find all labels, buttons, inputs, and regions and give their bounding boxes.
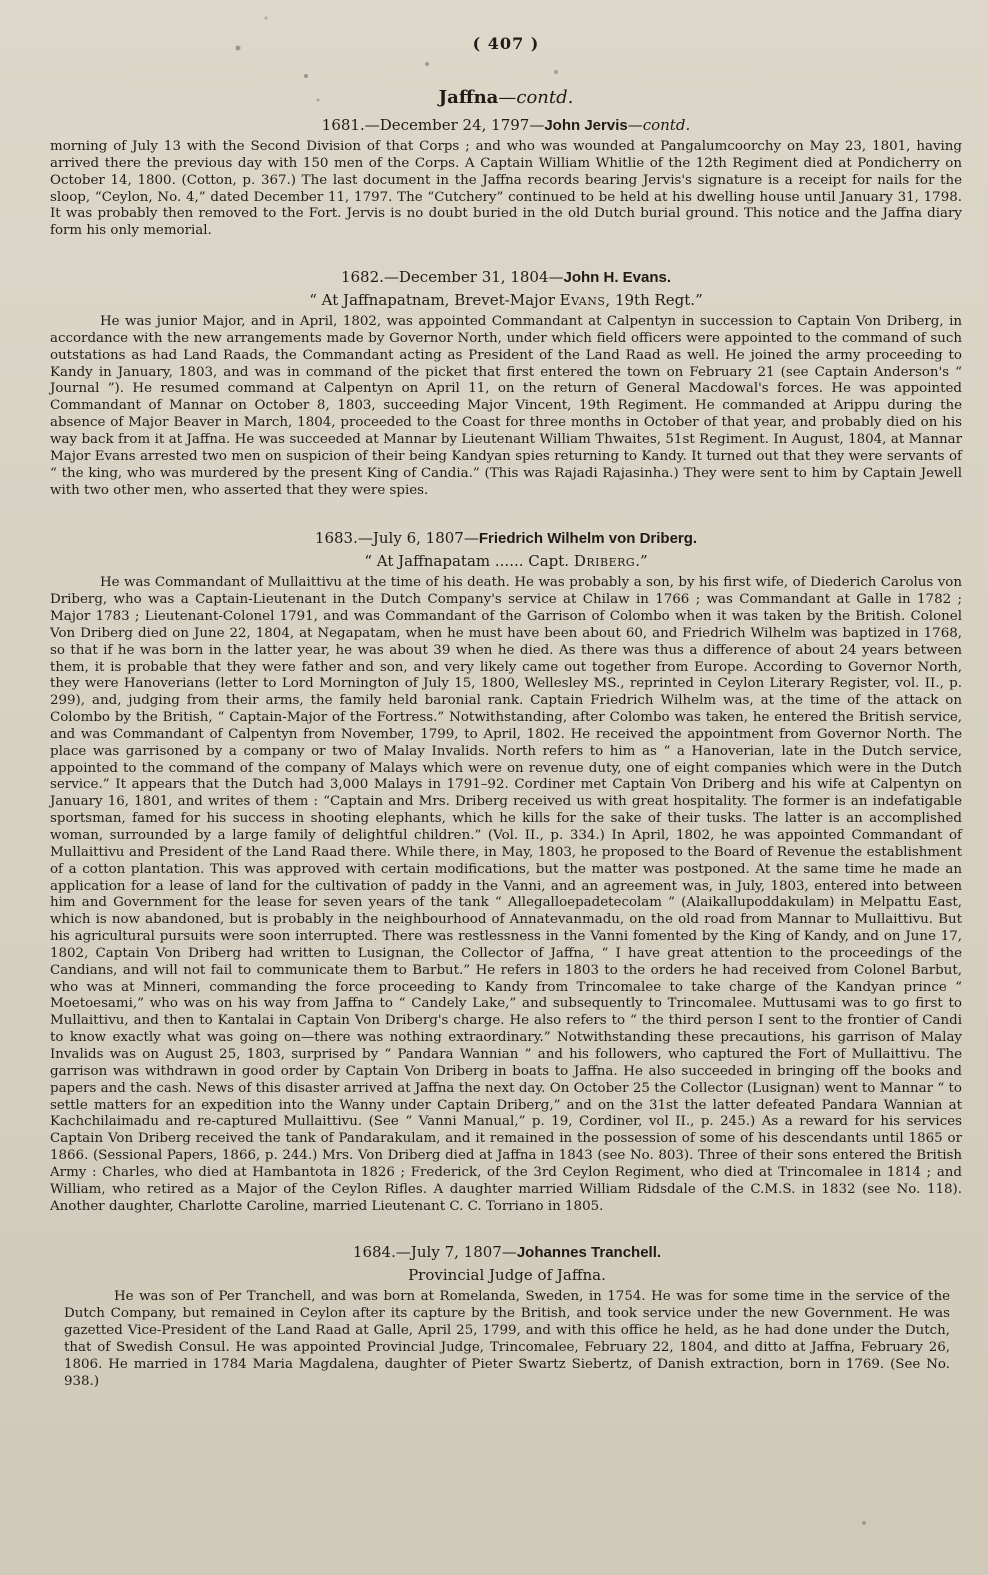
entry-paragraph: He was son of Per Tranchell, and was born at Romelanda, Sweden, in 1754. He was for some time in the service of the Dutch Company, but remained in Ceylon after its capture by the British, and took service under the new Government. He was gazetted Vice-President of the Land Raad at Galle, April 25, 1799, and with this office he held, as he had done under the Dutch, that of Swedish Consul. He was appointed Provincial Judge, Trincomalee, February 22, 1804, and ditto at Jaffna, February 26, 1806. He married in 1784 Maria Magdalena, daughter of Pieter Swartz Siebertz, of Danish extraction, born in 1769. (See No. 938.) — [64, 1289, 950, 1389]
entry-date: 1682.—December 31, 1804— — [340, 268, 564, 287]
subheading-prefix: “ At Jaffnapatnam, Brevet-Major — [309, 291, 560, 310]
subheading-suffix: , 19th Regt.” — [605, 291, 703, 310]
subheading-suffix: .” — [635, 552, 648, 571]
page-number: ( 407 ) — [472, 34, 540, 53]
subheading-name: Driberg — [573, 552, 636, 571]
entry-date: 1681.—December 24, 1797— — [321, 116, 545, 134]
entry-paragraph: He was junior Major, and in April, 1802, was appointed Commandant at Calpentyn in succession to Captain Von Driberg, in accordance with the new arrangements made by Governor North, under which field officers were appointed to the command of such outstations as had Land Raads, the Commandant acting as President of the Land Raad as well. He joined the army proceeding to Kandy in January, 1803, and was in command of the picket that first entered the town on February 21 (see Captain Anderson's “ Journal ”). He resumed command at Calpentyn on April 11, on the return of General Macdowal's forces. He was appointed Commandant of Mannar on October 8, 1803, succeeding Major Vincent, 19th Regiment. He commanded at Arippu during the absence of Major Beaver in March, 1804, proceeded to the Coast for three months in October of that year, and probably died on his way back from it at Jaffna. He was succeeded at Mannar by Lieutenant William Thwaites, 51st Regiment. In August, 1804, at Mannar Major Evans arrested two men on suspicion of their being Kandyan spies returning to Kandy. It turned out that they were servants of “ the king, who was murdered by the present King of Candia.” (This was Rajadi Rajasinha.) They were sent to him by Captain Jewell with two other men, who asserted that they were spies. — [50, 314, 962, 498]
subheading-prefix: “ At Jaffnapatam ...... Capt. — [364, 552, 574, 571]
entry-name: John H. Evans. — [563, 269, 672, 287]
entry-1682 — [50, 268, 962, 499]
entry-heading — [64, 1243, 950, 1261]
subheading-name: Evans — [559, 291, 606, 310]
entry-heading — [50, 529, 962, 547]
entry-1683 — [50, 529, 962, 1215]
entry-name: John Jervis — [544, 117, 628, 134]
entry-name: Friedrich Wilhelm von Driberg. — [478, 530, 698, 548]
entry-subheading — [50, 291, 962, 309]
entry-date: 1684.—July 7, 1807— — [352, 1243, 517, 1262]
entry-subheading — [50, 552, 962, 570]
entry-heading — [50, 268, 962, 286]
entry-heading — [50, 116, 962, 134]
entry-name: Johannes Tranchell. — [516, 1244, 662, 1262]
entry-paragraph: morning of July 13 with the Second Division of that Corps ; and who was wounded at Pangalumcoorchy on May 23, 1801, having arrived there the previous day with 150 men of the Corps. A Captain William Whitlie of the 12th Regiment died at Pondicherry on October 14, 1800. (Cotton, p. 367.) The last document in the Jaffna records bearing Jervis's signature is a receipt for nails for the sloop, “Ceylon, No. 4,” dated December 11, 1797. The “Cutchery” continued to be held at his dwelling house until January 31, 1798. It was probably then removed to the Fort. Jervis is no doubt buried in the old Dutch burial ground. This notice and the Jaffna diary form his only memorial. — [50, 139, 962, 239]
entry-subheading: Provincial Judge of Jaffna. — [408, 1266, 606, 1285]
section-title — [50, 87, 962, 108]
section-title-suffix: —contd. — [498, 87, 574, 108]
entry-1681 — [50, 116, 962, 240]
entry-1684 — [50, 1243, 962, 1390]
entry-paragraph: He was Commandant of Mullaittivu at the time of his death. He was probably a son, by his first wife, of Diederich Carolus von Driberg, who was a Captain-Lieutenant in the Dutch Company's service at Chilaw in 1766 ; was Commandant at Galle in 1782 ; Major 1783 ; Lieutenant-Colonel 1791, and was Commandant of the Garrison of Colombo when it was taken by the British. Colonel Von Driberg died on June 22, 1804, at Negapatam, when he must have been about 60, and Friedrich Wilhelm was baptized in 1768, so that if he was born in the latter year, he was about 39 when he died. As there was thus a difference of about 24 years between them, it is probable that they were father and son, and very likely came out together from Europe. According to Governor North, they were Hanoverians (letter to Lord Mornington of July 15, 1800, Wellesley MS., reprinted in Ceylon Literary Register, vol. II., p. 299), and, judging from their arms, the family held baronial rank. Captain Friedrich Wilhelm was, at the time of the attack on Colombo by the British, “ Captain-Major of the Fortress.” Notwithstanding, after Colombo was taken, he entered the British service, and was Commandant of Calpentyn from November, 1799, to April, 1802. He received the appointment from Governor North. The place was garrisoned by a company or two of Malay Invalids. North refers to him as “ a Hanoverian, late in the Dutch service, appointed to the command of the company of Malays which were on revenue duty, one of eight companies which were in the Dutch service.” It appears that the Dutch had 3,000 Malays in 1791–92. Cordiner met Captain Von Driberg and his wife at Calpentyn on January 16, 1801, and writes of them : “Captain and Mrs. Driberg received us with great hospitality. The former is an indefatigable sportsman, famed for his success in shooting elephants, which he kills for the sake of their tusks. The latter is an accomplished woman, surrounded by a large family of delightful children.” (Vol. II., p. 334.) In April, 1802, he was appointed Commandant of Mullaittivu and President of the Land Raad there. While there, in May, 1803, he proposed to the Board of Revenue the establishment of a cotton plantation. This was approved with certain modifications, but the matter was postponed. At the same time he made an application for a lease of land for the cultivation of paddy in the Vanni, and an agreement was, in July, 1803, entered into between him and Government for the lease for seven years of the tank “ Allegalloepadetecolam ” (Alaikallupoddakulam) in Melpattu East, which is now abandoned, but is probably in the neighbourhood of Annatevanmadu, on the old road from Mannar to Mullaittivu. But his agricultural pursuits were soon interrupted. There was restlessness in the Vanni fomented by the King of Kandy, and on June 17, 1802, Captain Von Driberg had written to Lusignan, the Collector of Jaffna, “ I have great attention to the proceedings of the Candians, and will not fail to communicate them to Barbut.” He refers in 1803 to the orders he had received from Colonel Barbut, who was at Minneri, commanding the force proceeding to Kandy from Trincomalee to take charge of the Kandyan prince “ Moetoesami,” who was on his way from Jaffna to “ Candely Lake,” and subsequently to Trincomalee. Muttusami was to go first to Mullaittivu, and then to Kantalai in Captain Von Driberg's charge. He also refers to “ the third person I sent to the frontier of Candi to know exactly what was going on—there was nothing extraordinary.” Notwithstanding these precautions, his garrison of Malay Invalids was on August 25, 1803, surprised by “ Pandara Wannian ” and his followers, who captured the Fort of Mullaittivu. The garrison was withdrawn in good order by Captain Von Driberg in boats to Jaffna. He also succeeded in bringing off the books and papers and the cash. News of this disaster arrived at Jaffna the next day. On October 25 the Collector (Lusignan) went to Mannar “ to settle matters for an expedition into the Wanny under Captain Driberg,” and on the 31st the latter defeated Pandara Wannian at Kachchilaimadu and re-captured Mullaittivu. (See “ Vanni Manual,” p. 19, Cordiner, vol II., p. 245.) As a reward for his services Captain Von Driberg received the tank of Pandarakulam, and it remained in the possession of some of his descendants until 1865 or 1866. (Sessional Papers, 1866, p. 244.) Mrs. Von Driberg died at Jaffna in 1843 (see No. 803). Three of their sons entered the British Army : Charles, who died at Hambantota in 1826 ; Frederick, of the 3rd Ceylon Regiment, who died at Trincomalee in 1814 ; and William, who retired as a Major of the Ceylon Rifles. A daughter married William Ridsdale of the C.M.S. in 1832 (see No. 118). Another daughter, Charlotte Caroline, married Lieutenant C. C. Torriano in 1805. — [50, 575, 962, 1214]
section-title-text: Jaffna — [438, 87, 499, 108]
entry-date: 1683.—July 6, 1807— — [314, 529, 479, 548]
entry-name-suffix: —contd. — [627, 116, 691, 134]
